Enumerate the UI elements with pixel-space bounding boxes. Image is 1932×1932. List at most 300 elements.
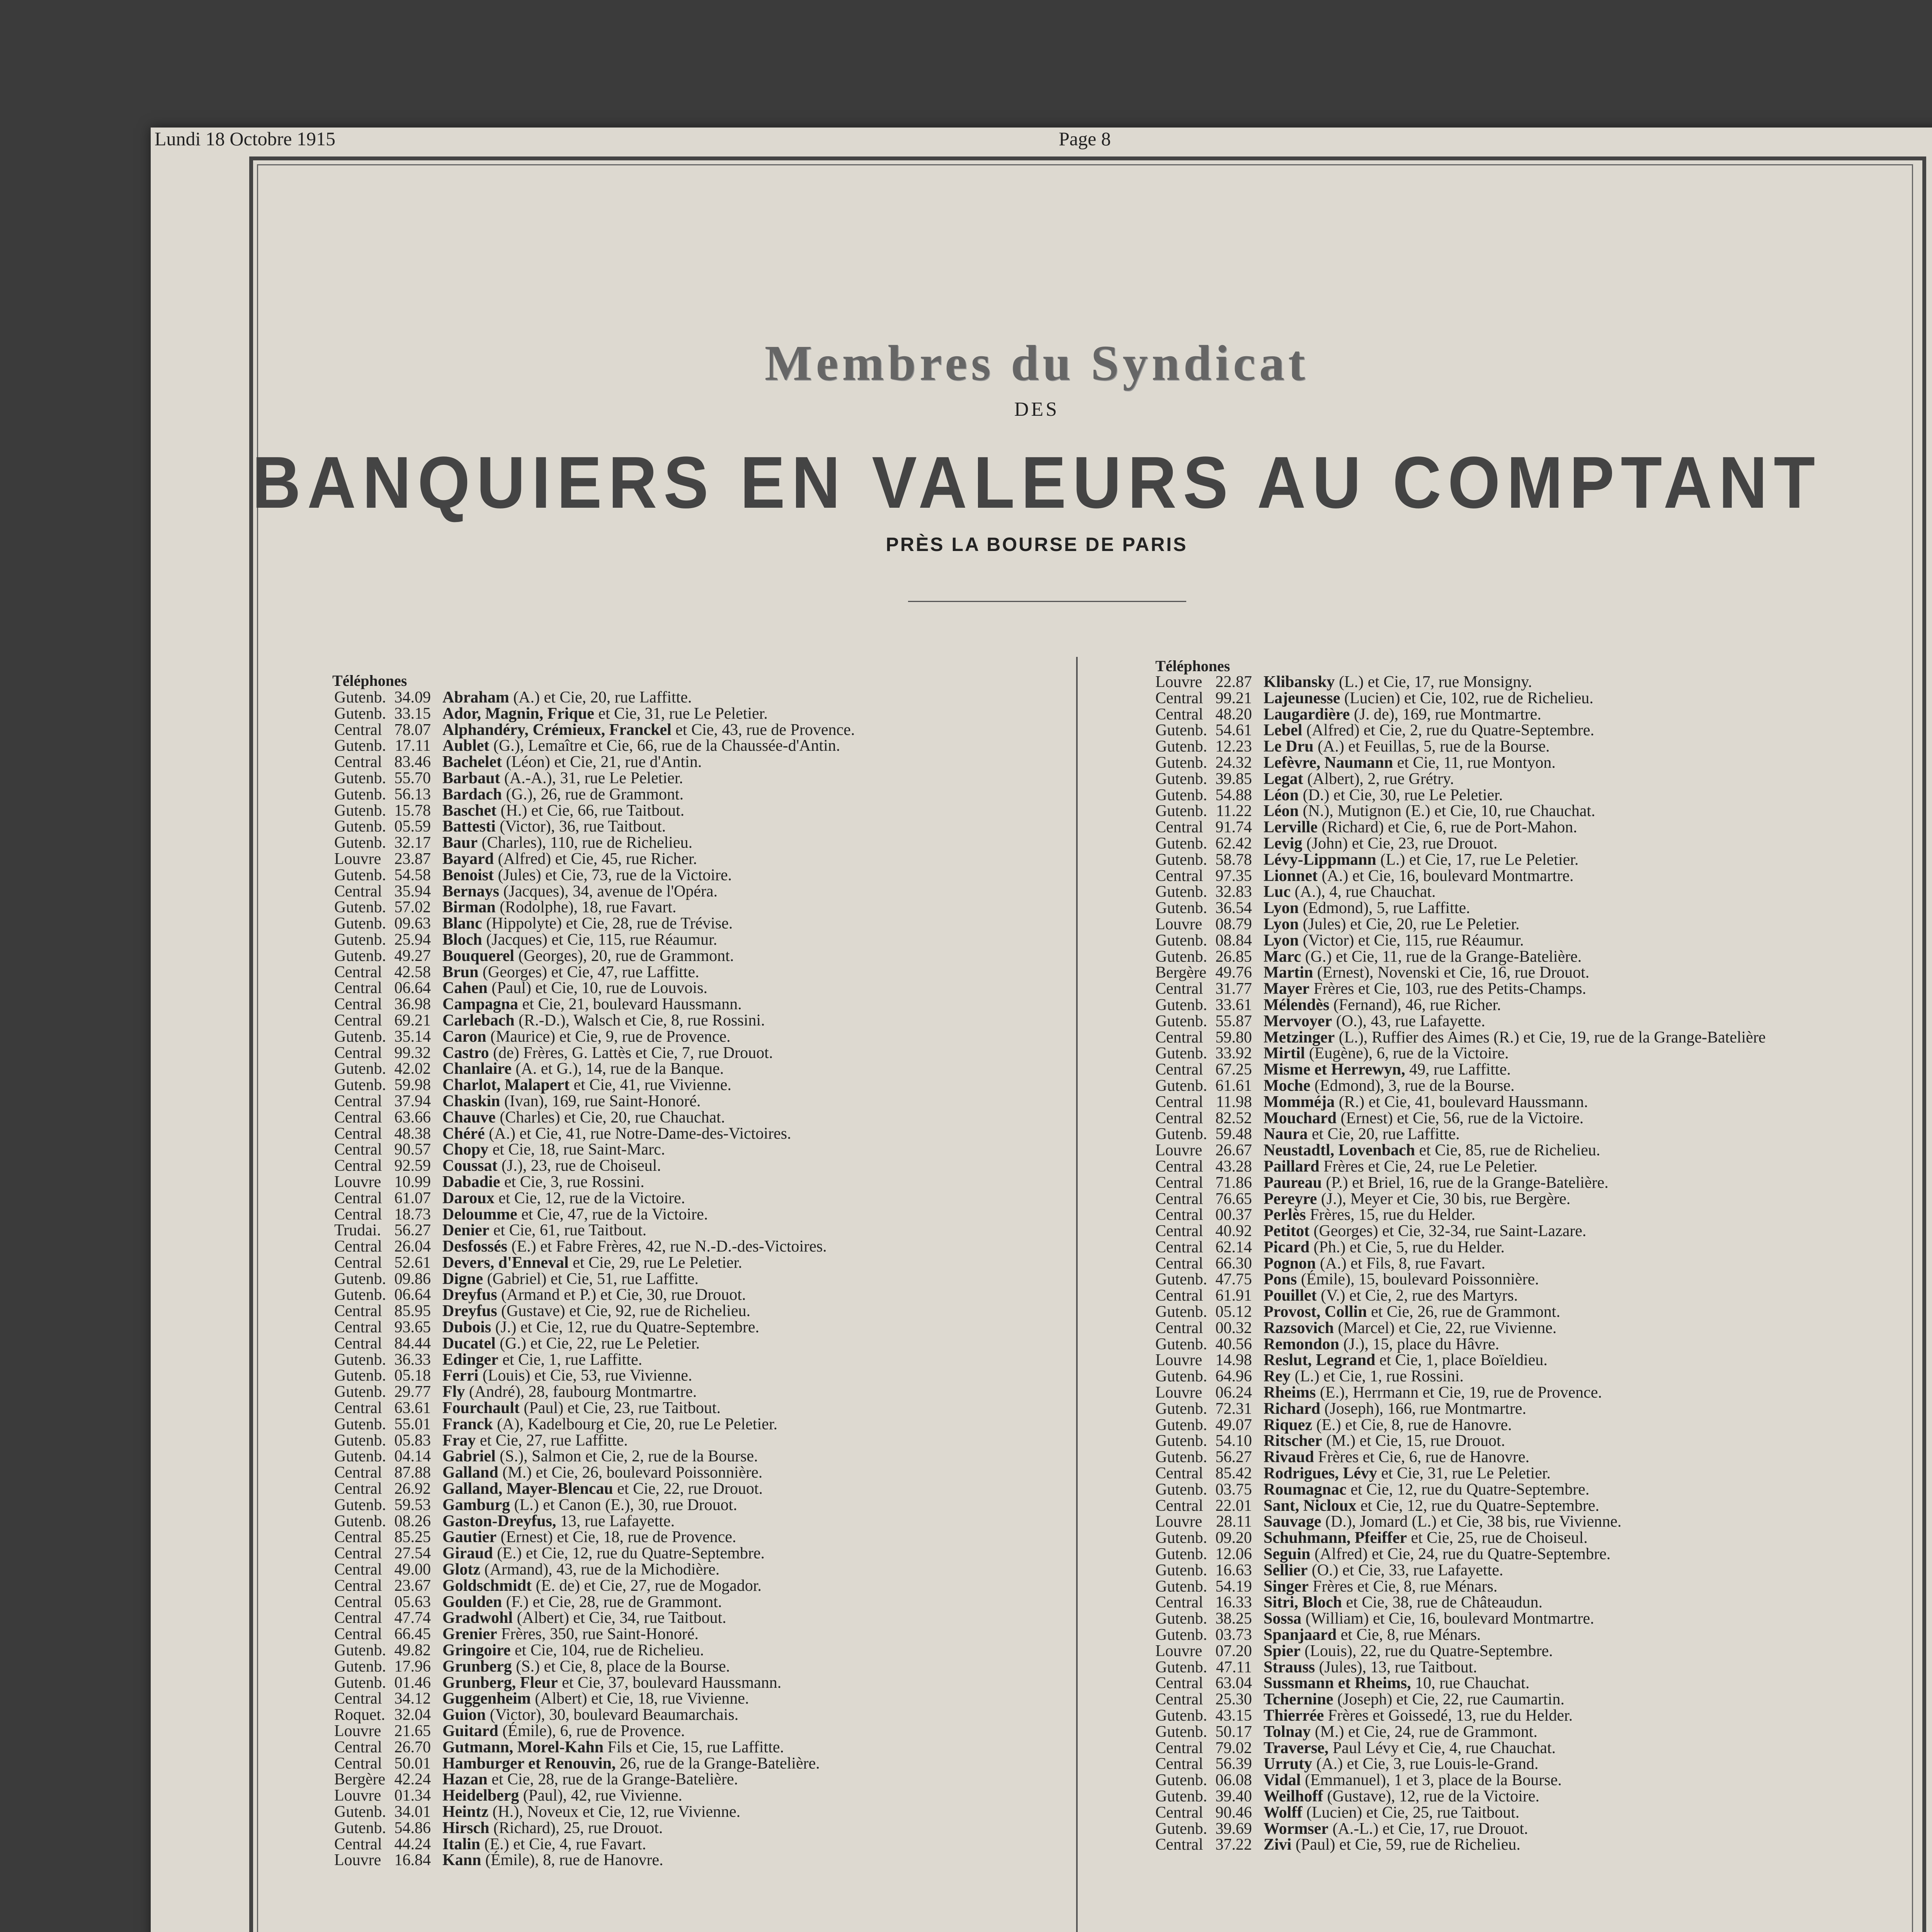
member-address: (Lucien) et Cie, 102, rue de Richelieu. <box>1340 689 1594 707</box>
telephone-number: 26.92 <box>394 1480 431 1498</box>
telephone-exchange: Gutenb. <box>1155 1610 1208 1628</box>
telephone-number: 43.28 <box>1215 1157 1252 1175</box>
telephone-number: 97.35 <box>1215 867 1252 885</box>
member-row <box>1155 1740 1766 1757</box>
member-name: Vidal <box>1264 1771 1301 1789</box>
telephone-number: 63.04 <box>1215 1674 1252 1692</box>
telephone-number: 59.80 <box>1215 1028 1252 1046</box>
member-name: Goldschmidt <box>442 1577 532 1595</box>
telephone-number: 87.88 <box>394 1464 431 1482</box>
member-name: Legat <box>1264 770 1303 788</box>
member-row <box>334 900 855 916</box>
telephone-exchange: Central <box>334 721 382 739</box>
telephone-number: 91.74 <box>1215 818 1252 837</box>
member-address: et Cie, 29, rue Le Peletier. <box>568 1253 742 1272</box>
member-address: (Alfred) et Cie, 2, rue du Quatre-Septembre. <box>1302 721 1595 740</box>
telephone-number: 55.70 <box>394 769 431 787</box>
telephone-exchange: Central <box>1155 1594 1203 1612</box>
telephone-number: 69.21 <box>394 1011 431 1029</box>
member-row <box>1155 1466 1766 1482</box>
member-row <box>1155 1143 1766 1159</box>
member-row <box>1155 900 1766 917</box>
member-name: Luc <box>1264 883 1291 901</box>
member-name: Laugardière <box>1264 705 1350 723</box>
telephone-number: 44.24 <box>394 1835 431 1853</box>
telephone-exchange: Gutenb. <box>334 898 386 917</box>
member-row <box>334 1303 855 1320</box>
member-row <box>1155 723 1766 739</box>
telephone-exchange: Trudai. <box>334 1221 381 1240</box>
member-name: Aublet <box>442 737 490 755</box>
member-name: Zivi <box>1264 1836 1292 1854</box>
member-address: (J.), Meyer et Cie, 30 bis, rue Bergère. <box>1317 1190 1571 1208</box>
telephone-exchange: Central <box>1155 1254 1203 1272</box>
member-address: (Jules) et Cie, 73, rue de la Victoire. <box>494 866 732 884</box>
member-address: et Cie, 1, place Boïeldieu. <box>1375 1351 1548 1369</box>
member-address: (J.), 23, rue de Choiseul. <box>497 1157 661 1175</box>
telephone-number: 79.02 <box>1215 1739 1252 1757</box>
member-address: 26, rue de la Grange-Batelière. <box>616 1754 820 1772</box>
member-row <box>334 1320 855 1336</box>
member-address: (Victor), 36, rue Taitbout. <box>495 818 666 836</box>
member-row <box>334 851 855 867</box>
member-address: et Cie, 12, rue du Quatre-Septembre. <box>1346 1480 1590 1498</box>
telephone-number: 36.54 <box>1215 899 1252 917</box>
member-address: (V.) et Cie, 2, rue des Martyrs. <box>1316 1287 1518 1305</box>
telephone-number: 49.82 <box>394 1641 431 1660</box>
telephone-number: 59.53 <box>394 1496 431 1514</box>
telephone-number: 16.84 <box>394 1851 431 1869</box>
telephone-exchange: Central <box>1155 1690 1203 1709</box>
member-address: (Richard), 25, rue Drouot. <box>489 1819 663 1837</box>
member-name: Léon <box>1264 786 1299 804</box>
telephone-exchange: Central <box>1155 867 1203 885</box>
telephone-number: 54.86 <box>394 1819 431 1837</box>
telephone-exchange: Central <box>334 1738 382 1756</box>
telephone-number: 56.39 <box>1215 1755 1252 1773</box>
member-address: Paul Lévy et Cie, 4, rue Chauchat. <box>1328 1739 1556 1757</box>
member-address: (Louis), 22, rue du Quatre-Septembre. <box>1300 1642 1553 1660</box>
telephone-exchange: Roquet. <box>334 1706 385 1724</box>
telephone-exchange: Central <box>334 1318 382 1337</box>
member-row <box>1155 1030 1766 1046</box>
member-row <box>1155 690 1766 707</box>
member-address: et Cie, 12, rue du Quatre-Septembre. <box>1356 1497 1600 1515</box>
telephone-number: 35.14 <box>394 1027 431 1046</box>
member-row <box>334 997 855 1013</box>
telephone-exchange: Gutenb. <box>334 1657 386 1675</box>
member-name: Campagna <box>442 995 519 1014</box>
telephone-exchange: Central <box>334 753 382 771</box>
member-row <box>334 1610 855 1626</box>
member-name: Heintz <box>442 1803 488 1821</box>
member-row <box>1155 1062 1766 1078</box>
telephone-exchange: Gutenb. <box>334 1383 386 1401</box>
telephone-exchange: Gutenb. <box>1155 899 1208 917</box>
member-row <box>1155 1385 1766 1401</box>
member-name: Sellier <box>1264 1561 1308 1579</box>
member-address: (O.), 43, rue Lafayette. <box>1332 1012 1485 1030</box>
member-row <box>334 1481 855 1497</box>
telephone-exchange: Central <box>1155 1093 1203 1111</box>
telephone-number: 08.79 <box>1215 915 1252 933</box>
telephone-exchange: Central <box>1155 1497 1203 1515</box>
telephone-exchange: Gutenb. <box>334 1076 386 1094</box>
telephone-number: 62.14 <box>1215 1238 1252 1256</box>
telephone-exchange: Central <box>1155 689 1203 707</box>
telephone-number: 71.86 <box>1215 1173 1252 1192</box>
member-name: Le Dru <box>1264 738 1314 756</box>
member-name: Coussat <box>442 1157 498 1175</box>
member-address: et Cie, 25, rue de Choiseul. <box>1407 1529 1588 1547</box>
telephone-number: 40.56 <box>1215 1335 1252 1353</box>
telephone-exchange: Central <box>1155 1464 1203 1483</box>
telephone-exchange: Louvre <box>1155 1642 1202 1660</box>
member-name: Dabadie <box>442 1173 500 1191</box>
column-divider <box>1076 657 1078 1932</box>
telephone-exchange: Gutenb. <box>334 915 386 933</box>
telephone-exchange: Gutenb. <box>1155 1400 1208 1418</box>
member-name: Franck <box>442 1415 493 1433</box>
member-address: et Cie, 22, rue Drouot. <box>613 1480 763 1498</box>
member-address: (John) et Cie, 23, rue Drouot. <box>1302 834 1498 852</box>
telephone-number: 34.09 <box>394 689 431 706</box>
member-row <box>334 980 855 997</box>
member-row <box>1155 755 1766 771</box>
member-name: Provost, Collin <box>1264 1303 1367 1321</box>
member-address: (Armand et P.) et Cie, 30, rue Drouot. <box>497 1286 746 1304</box>
telephone-exchange: Gutenb. <box>1155 1577 1208 1595</box>
telephone-number: 39.85 <box>1215 770 1252 788</box>
telephone-exchange: Gutenb. <box>334 1803 386 1821</box>
member-name: Klibansky <box>1264 673 1335 691</box>
member-row <box>1155 1175 1766 1191</box>
member-row <box>1155 1498 1766 1514</box>
member-address: (A.-L.) et Cie, 17, rue Drouot. <box>1328 1820 1528 1838</box>
member-address: et Cie, 28, rue de la Grange-Batelière. <box>487 1770 738 1789</box>
member-row <box>334 1045 855 1061</box>
member-name: Mayer <box>1264 980 1310 998</box>
member-address: (R.) et Cie, 41, boulevard Haussmann. <box>1335 1093 1588 1111</box>
telephone-exchange: Central <box>334 1480 382 1498</box>
member-address: Frères et Goissedé, 13, rue du Helder. <box>1324 1707 1573 1725</box>
telephone-number: 33.92 <box>1215 1044 1252 1063</box>
telephone-exchange: Gutenb. <box>1155 850 1208 869</box>
member-address: (A.) et Fils, 8, rue Favart. <box>1316 1254 1485 1272</box>
member-name: Edinger <box>442 1350 498 1369</box>
member-address: (M.) et Cie, 26, boulevard Poissonnière. <box>498 1464 763 1482</box>
member-name: Grenier <box>442 1625 497 1643</box>
telephone-number: 28.11 <box>1216 1513 1252 1531</box>
member-address: et Cie, 18, rue Saint-Marc. <box>488 1141 665 1159</box>
member-name: Strauss <box>1264 1658 1315 1676</box>
member-name: Chopy <box>442 1141 489 1159</box>
member-row <box>1155 1223 1766 1240</box>
telephone-exchange: Central <box>1155 1109 1203 1127</box>
telephone-number: 27.54 <box>394 1544 431 1563</box>
telephone-number: 61.91 <box>1215 1287 1252 1305</box>
telephone-exchange: Gutenb. <box>334 1060 386 1078</box>
member-address: (A.) et Cie, 41, rue Notre-Dame-des-Victoires. <box>485 1124 791 1143</box>
member-row <box>334 835 855 851</box>
telephone-exchange: Gutenb. <box>1155 1303 1208 1321</box>
telephone-exchange: Central <box>334 1334 382 1352</box>
telephone-exchange: Central <box>334 1189 382 1207</box>
telephone-number: 47.75 <box>1215 1270 1252 1289</box>
member-address: (Ernest) et Cie, 18, rue de Provence. <box>496 1528 736 1546</box>
member-name: Pereyre <box>1264 1190 1317 1208</box>
telephone-number: 31.77 <box>1215 980 1252 998</box>
telephone-exchange: Gutenb. <box>334 737 386 755</box>
member-row <box>1155 1837 1766 1853</box>
telephone-exchange: Gutenb. <box>334 769 386 787</box>
member-address: (Jacques), 34, avenue de l'Opéra. <box>499 882 718 900</box>
member-row <box>334 1772 855 1788</box>
member-row <box>1155 1579 1766 1595</box>
telephone-exchange: Central <box>334 1690 382 1708</box>
telephone-number: 15.78 <box>394 801 431 820</box>
member-name: Desfossés <box>442 1238 507 1256</box>
telephone-exchange: Central <box>1155 1028 1203 1046</box>
telephone-exchange: Gutenb. <box>1155 1335 1208 1353</box>
member-name: Lerville <box>1264 818 1318 837</box>
member-row <box>334 1384 855 1400</box>
member-name: Lajeunesse <box>1264 689 1340 707</box>
member-address: et Cie, 21, boulevard Haussmann. <box>518 995 742 1014</box>
telephone-exchange: Gutenb. <box>1155 1077 1208 1095</box>
telephone-exchange: Gutenb. <box>1155 1561 1208 1579</box>
telephone-number: 36.98 <box>394 995 431 1014</box>
member-row <box>334 1126 855 1142</box>
member-address: (G.), 26, rue de Grammont. <box>502 785 684 803</box>
member-name: Sitri, Bloch <box>1264 1594 1342 1612</box>
member-address: (Gabriel) et Cie, 51, rue Laffitte. <box>483 1270 699 1288</box>
telephone-exchange: Gutenb. <box>1155 1723 1208 1741</box>
member-address: (Alfred) et Cie, 24, rue du Quatre-Septembre. <box>1310 1545 1611 1563</box>
telephone-number: 64.96 <box>1215 1367 1252 1386</box>
member-row <box>334 1223 855 1239</box>
member-row <box>1155 1240 1766 1256</box>
member-address: (A.), 4, rue Chauchat. <box>1291 883 1436 901</box>
telephone-exchange: Central <box>1155 1173 1203 1192</box>
member-row <box>1155 997 1766 1014</box>
telephone-exchange: Gutenb. <box>1155 1125 1208 1143</box>
member-address: (Georges), 20, rue de Grammont. <box>514 947 734 965</box>
telephone-exchange: Central <box>1155 1238 1203 1256</box>
telephone-number: 06.24 <box>1215 1384 1252 1402</box>
member-name: Sossa <box>1264 1610 1302 1628</box>
telephone-exchange: Gutenb. <box>1155 1448 1208 1466</box>
telephone-number: 48.38 <box>394 1124 431 1143</box>
telephone-number: 57.02 <box>394 898 431 917</box>
telephone-exchange: Gutenb. <box>1155 1367 1208 1386</box>
telephone-exchange: Louvre <box>1155 1351 1202 1369</box>
member-row <box>1155 787 1766 804</box>
telephone-exchange: Louvre <box>1155 1513 1202 1531</box>
member-address: (Joseph) et Cie, 22, rue Caumartin. <box>1333 1690 1565 1709</box>
member-row <box>334 1061 855 1077</box>
member-name: Mervoyer <box>1264 1012 1332 1030</box>
telephone-exchange: Bergère <box>334 1770 386 1789</box>
member-address: (J. de), 169, rue Montmartre. <box>1350 705 1541 723</box>
member-name: Lefèvre, Naumann <box>1264 753 1393 772</box>
member-name: Galland <box>442 1464 498 1482</box>
member-name: Abraham <box>442 689 509 706</box>
telephone-number: 63.61 <box>394 1399 431 1417</box>
member-name: Traverse, <box>1264 1739 1329 1757</box>
member-name: Moche <box>1264 1077 1311 1095</box>
telephone-exchange: Central <box>1155 705 1203 723</box>
member-row <box>1155 1046 1766 1062</box>
member-address: (Edmond), 5, rue Laffitte. <box>1299 899 1470 917</box>
member-row <box>334 1110 855 1126</box>
telephone-number: 18.73 <box>394 1205 431 1223</box>
member-name: Seguin <box>1264 1545 1311 1563</box>
member-name: Alphandéry, Crémieux, Franckel <box>442 721 672 739</box>
member-name: Charlot, Malapert <box>442 1076 570 1094</box>
telephone-exchange: Central <box>334 882 382 900</box>
telephone-exchange: Central <box>334 1625 382 1643</box>
member-name: Richard <box>1264 1400 1320 1418</box>
member-row <box>334 738 855 754</box>
member-name: Rheims <box>1264 1384 1316 1402</box>
telephone-number: 48.20 <box>1215 705 1252 723</box>
member-name: Lebel <box>1264 721 1303 740</box>
member-name: Razsovich <box>1264 1319 1334 1337</box>
member-address: (D.), Jomard (L.) et Cie, 38 bis, rue Vivienne. <box>1321 1513 1622 1531</box>
member-row <box>334 1142 855 1158</box>
member-address: (Marcel) et Cie, 22, rue Vivienne. <box>1334 1319 1557 1337</box>
member-address: (L.) et Canon (E.), 30, rue Drouot. <box>510 1496 737 1514</box>
telephone-number: 04.14 <box>394 1447 431 1466</box>
member-address: et Cie, 38, rue de Châteaudun. <box>1342 1594 1543 1612</box>
member-row <box>334 948 855 964</box>
telephone-number: 83.46 <box>394 753 431 771</box>
telephone-exchange: Gutenb. <box>1155 802 1208 820</box>
member-address: (A.) et Cie, 16, boulevard Montmartre. <box>1318 867 1574 885</box>
member-name: Bernays <box>442 882 499 900</box>
member-address: (Lucien) et Cie, 25, rue Taitbout. <box>1302 1803 1520 1821</box>
member-address: (E.) et Cie, 4, rue Favart. <box>480 1835 646 1853</box>
telephone-number: 06.64 <box>394 1286 431 1304</box>
member-address: et Cie, 31, rue Le Peletier. <box>1377 1464 1551 1483</box>
member-row <box>334 1174 855 1190</box>
member-row <box>334 1740 855 1756</box>
member-address: (Jacques) et Cie, 115, rue Réaumur. <box>482 930 718 949</box>
telephone-exchange: Central <box>334 979 382 997</box>
member-address: (G.) et Cie, 22, rue Le Peletier. <box>495 1334 700 1352</box>
title-membres: Membres du Syndicat <box>764 335 1309 391</box>
telephone-number: 54.19 <box>1215 1577 1252 1595</box>
member-name: Gaston-Dreyfus, <box>442 1512 556 1530</box>
telephone-exchange: Gutenb. <box>334 834 386 852</box>
member-address: (A. et G.), 14, rue de la Banque. <box>511 1060 724 1078</box>
member-row <box>1155 1530 1766 1546</box>
telephone-number: 78.07 <box>394 721 431 739</box>
member-row <box>334 1562 855 1578</box>
telephone-exchange: Gutenb. <box>1155 1416 1208 1434</box>
member-address: (Georges) et Cie, 47, rue Laffitte. <box>478 963 699 981</box>
member-address: et Cie, 8, rue Ménars. <box>1337 1626 1481 1644</box>
telephone-exchange: Louvre <box>334 1722 381 1740</box>
member-name: Martin <box>1264 964 1313 982</box>
telephone-exchange: Central <box>334 1609 382 1627</box>
member-address: (Émile), 6, rue de Provence. <box>498 1722 685 1740</box>
member-address: (Paul) et Cie, 23, rue Taitbout. <box>519 1399 721 1417</box>
telephone-number: 23.67 <box>394 1577 431 1595</box>
member-row <box>334 803 855 819</box>
member-address: (M.) et Cie, 24, rue de Grammont. <box>1311 1723 1537 1741</box>
telephone-exchange: Gutenb. <box>1155 1545 1208 1563</box>
member-name: Battesti <box>442 818 496 836</box>
member-address: (de) Frères, G. Lattès et Cie, 7, rue Drouot. <box>489 1044 773 1062</box>
member-name: Guggenheim <box>442 1690 531 1708</box>
telephone-number: 54.10 <box>1215 1432 1252 1450</box>
header-date: Lundi 18 Octobre 1915 <box>155 128 335 150</box>
member-address: (A.-A.), 31, rue Le Peletier. <box>500 769 683 787</box>
telephone-number: 17.96 <box>394 1657 431 1675</box>
member-row <box>1155 1256 1766 1272</box>
member-name: Fourchault <box>442 1399 520 1417</box>
member-name: Goulden <box>442 1593 502 1611</box>
member-address: (Edmond), 3, rue de la Bourse. <box>1310 1077 1515 1095</box>
member-address: (A.) et Cie, 3, rue Louis-le-Grand. <box>1312 1755 1539 1773</box>
telephone-number: 54.58 <box>394 866 431 884</box>
member-name: Lionnet <box>1264 867 1318 885</box>
telephone-number: 72.31 <box>1215 1400 1252 1418</box>
telephone-number: 25.30 <box>1215 1690 1252 1709</box>
member-name: Fly <box>442 1383 465 1401</box>
telephone-number: 09.86 <box>394 1270 431 1288</box>
telephone-number: 05.63 <box>394 1593 431 1611</box>
member-name: Mélendès <box>1264 996 1330 1014</box>
member-address: (Paul), 42, rue Vivienne. <box>519 1787 682 1805</box>
member-name: Lyon <box>1264 915 1299 933</box>
member-row <box>334 1207 855 1223</box>
telephone-number: 16.33 <box>1215 1594 1252 1612</box>
member-row <box>1155 1191 1766 1208</box>
member-row <box>1155 965 1766 981</box>
member-address: (Gustave), 12, rue de la Victoire. <box>1323 1787 1540 1805</box>
telephone-number: 84.44 <box>394 1334 431 1352</box>
telephone-exchange: Central <box>1155 1206 1203 1224</box>
telephone-number: 85.42 <box>1215 1464 1252 1483</box>
member-row <box>1155 852 1766 868</box>
telephone-number: 38.25 <box>1215 1610 1252 1628</box>
telephone-exchange: Gutenb. <box>334 1512 386 1530</box>
telephone-number: 56.27 <box>394 1221 431 1240</box>
member-row <box>1155 1675 1766 1692</box>
member-address: et Cie, 43, rue de Provence. <box>671 721 855 739</box>
member-row <box>334 1707 855 1723</box>
member-address: et Cie, 12, rue de la Victoire. <box>494 1189 685 1207</box>
member-name: Gradwohl <box>442 1609 513 1627</box>
member-address: (André), 28, faubourg Montmartre. <box>465 1383 697 1401</box>
member-address: (Jules), 13, rue Taitbout. <box>1315 1658 1477 1676</box>
member-name: Paillard <box>1264 1157 1320 1175</box>
telephone-number: 93.65 <box>394 1318 431 1337</box>
telephone-exchange: Louvre <box>1155 915 1202 933</box>
telephone-exchange: Gutenb. <box>334 1431 386 1449</box>
member-row <box>1155 820 1766 836</box>
telephone-exchange: Central <box>334 1577 382 1595</box>
telephone-exchange: Central <box>334 1835 382 1853</box>
telephone-exchange: Central <box>334 1044 382 1062</box>
telephone-exchange: Central <box>334 1464 382 1482</box>
member-address: (A.) et Cie, 20, rue Laffitte. <box>509 689 692 706</box>
member-name: Pouillet <box>1264 1287 1317 1305</box>
telephone-exchange: Central <box>334 1205 382 1223</box>
